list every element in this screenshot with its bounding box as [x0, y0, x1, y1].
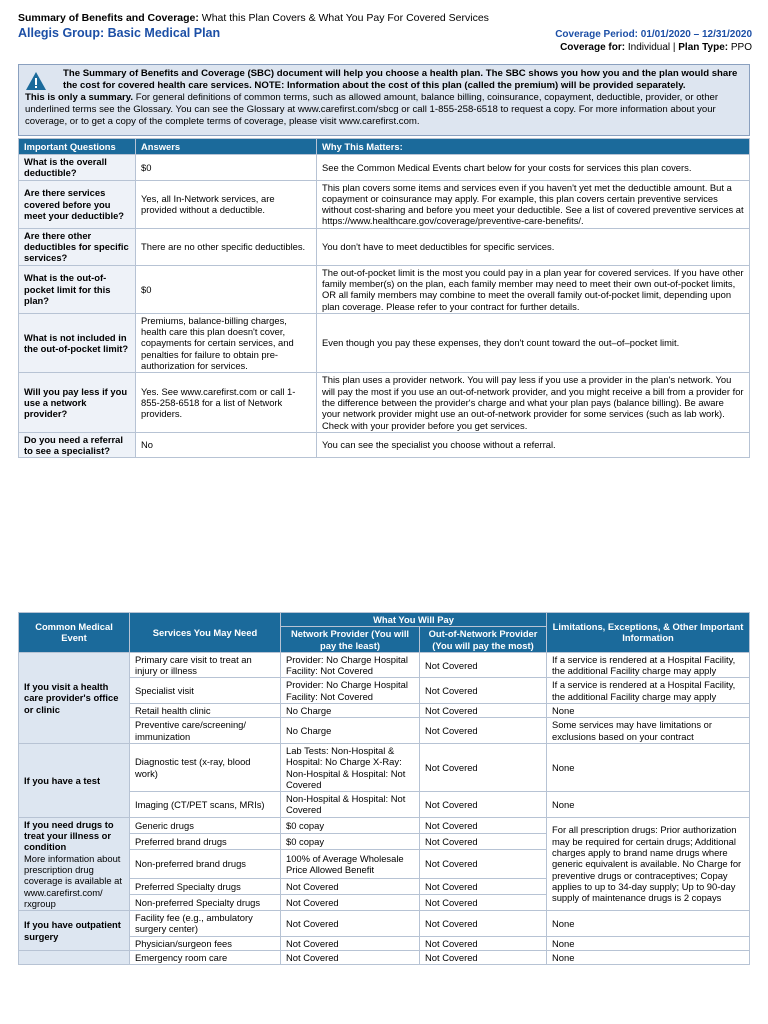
question-row [19, 180, 750, 228]
outnetwork-cost-cell: Not Covered [420, 743, 547, 791]
answer-cell: $0 [136, 265, 317, 313]
service-cell: Imaging (CT/PET scans, MRIs) [130, 792, 281, 818]
medical-event-cell [19, 652, 130, 743]
why-cell: This plan covers some items and services even if you haven't yet met the deductible amount. But a copayment or coinsurance may apply. For example, this plan covers certain preventive services without cost-sharing and before you meet your deductible. See a list of covered preventive services at https://www.healthcare.gov/coverage/preventive-care-benefits/. [317, 180, 750, 228]
important-questions-table [18, 138, 750, 458]
outnetwork-cost-cell: Not Covered [420, 792, 547, 818]
medical-event-label: If you need drugs to treat your illness or condition [24, 818, 114, 853]
question-row [19, 313, 750, 372]
question-cell: Are there other deductibles for specific services? [19, 228, 136, 265]
outnetwork-cost-cell: Not Covered [420, 878, 547, 894]
network-cost-cell: Not Covered [281, 878, 420, 894]
col-header-event: Common Medical Event [19, 613, 130, 653]
plan-type-label: Plan Type: [678, 42, 729, 53]
col-header-why: Why This Matters: [317, 139, 750, 155]
service-cell: Emergency room care [130, 951, 281, 965]
network-cost-cell: Provider: No Charge Hospital Facility: Not Covered [281, 652, 420, 678]
plan-type-value: PPO [728, 42, 752, 53]
medical-event-cell [19, 743, 130, 817]
limitations-cell: If a service is rendered at a Hospital Facility, the additional Facility charge may apply [547, 678, 750, 704]
outnetwork-cost-cell: Not Covered [420, 718, 547, 744]
intro-summary-bold: This is only a summary. [25, 92, 134, 103]
service-cell: Non-preferred Specialty drugs [130, 894, 281, 910]
intro-summary-text: For general definitions of common terms, such as allowed amount, balance billing, coinsurance, copayment, deductible, provider, or other underlined terms see the Glossary. You can see the Glossary at www.carefirst.com/sbcg or call 1-855-258-6518 to request a copy. For more information about your coverage, or to get a copy of the complete terms of coverage, please visit www.carefirst.com. [25, 92, 719, 127]
limitations-cell: None [547, 792, 750, 818]
col-header-outnetwork: Out-of-Network Provider (You will pay the most) [420, 627, 547, 653]
limitations-cell: None [547, 936, 750, 950]
question-row [19, 373, 750, 432]
network-cost-cell: No Charge [281, 718, 420, 744]
coverage-for-label: Coverage for: [560, 42, 626, 53]
service-cell: Physician/surgeon fees [130, 936, 281, 950]
service-cell: Diagnostic test (x-ray, blood work) [130, 743, 281, 791]
coverage-for-value: Individual | [625, 42, 679, 53]
network-cost-cell: Not Covered [281, 951, 420, 965]
col-header-answers: Answers [136, 139, 317, 155]
service-cell: Primary care visit to treat an injury or illness [130, 652, 281, 678]
coverage-for [555, 41, 752, 54]
limitations-cell: None [547, 951, 750, 965]
why-cell: The out-of-pocket limit is the most you could pay in a plan year for covered services. If you have other family member(s) on the plan, each family member may need to meet their own out-of-pocket limits, OR all family members may combine to meet the overall family out-of-pocket limit, depending upon plan coverage. Please refer to your contract for further details. [317, 265, 750, 313]
why-cell: Even though you pay these expenses, they don't count toward the out–of–pocket limit. [317, 313, 750, 372]
sbc-intro-box [18, 64, 750, 136]
why-cell: You don't have to meet deductibles for specific services. [317, 228, 750, 265]
network-cost-cell: $0 copay [281, 817, 420, 833]
answer-cell: Premiums, balance-billing charges, health care this plan doesn't cover, copayments for certain services, and penalties for failure to obtain pre-authorization for services. [136, 313, 317, 372]
question-row [19, 432, 750, 458]
service-cell: Retail health clinic [130, 704, 281, 718]
col-header-services: Services You May Need [130, 613, 281, 653]
answer-cell: No [136, 432, 317, 458]
limitations-cell: None [547, 911, 750, 937]
medical-event-cell [19, 951, 130, 965]
answer-cell: Yes. See www.carefirst.com or call 1-855-258-6518 for a list of Network providers. [136, 373, 317, 432]
answer-cell: $0 [136, 155, 317, 181]
outnetwork-cost-cell: Not Covered [420, 678, 547, 704]
coverage-info [555, 28, 752, 54]
service-cell: Preventive care/screening/ immunization [130, 718, 281, 744]
warning-icon [25, 71, 47, 91]
service-cell: Preferred brand drugs [130, 833, 281, 849]
limitations-cell: Some services may have limitations or exclusions based on your contract [547, 718, 750, 744]
why-cell: See the Common Medical Events chart below for your costs for services this plan covers. [317, 155, 750, 181]
network-cost-cell: Not Covered [281, 894, 420, 910]
question-cell: Are there services covered before you meet your deductible? [19, 180, 136, 228]
network-cost-cell: Non-Hospital & Hospital: Not Covered [281, 792, 420, 818]
question-cell: What is not included in the out-of-pocket limit? [19, 313, 136, 372]
service-row [19, 652, 750, 678]
network-cost-cell: $0 copay [281, 833, 420, 849]
outnetwork-cost-cell: Not Covered [420, 704, 547, 718]
medical-event-note: More information about prescription drug coverage is available at www.carefirst.com/ rxgroup [24, 852, 122, 909]
service-row [19, 911, 750, 937]
why-cell: This plan uses a provider network. You will pay less if you use a provider in the plan's network. You will pay the most if you use an out-of-network provider, and you might receive a bill from a provider for the difference between the provider's charge and what your plan pays (balance billing). Be aware your network provider might use an out-of-network provider for some services (such as lab work). Check with your provider before you get services. [317, 373, 750, 432]
outnetwork-cost-cell: Not Covered [420, 951, 547, 965]
network-cost-cell: Provider: No Charge Hospital Facility: Not Covered [281, 678, 420, 704]
medical-event-cell [19, 911, 130, 951]
col-header-questions: Important Questions [19, 139, 136, 155]
document-title-bold: Summary of Benefits and Coverage: [18, 12, 199, 24]
medical-event-label: If you have outpatient surgery [24, 919, 121, 942]
important-questions-body [19, 155, 750, 458]
intro-line-1: The Summary of Benefits and Coverage (SBC) document will help you choose a health plan. The SBC shows you how you and the plan would share the cost for covered health care services. NOTE: Information about the cost of this plan (called the premium) will be provided separately. [63, 68, 738, 91]
question-row [19, 155, 750, 181]
col-header-pay: What You Will Pay [281, 613, 547, 627]
service-cell: Non-preferred brand drugs [130, 850, 281, 879]
medical-event-label: If you have a test [24, 774, 101, 786]
common-medical-events-table [18, 612, 750, 965]
network-cost-cell: Lab Tests: Non-Hospital & Hospital: No Charge X-Ray: Non-Hospital & Hospital: Not Covered [281, 743, 420, 791]
document-title-rest: What this Plan Covers & What You Pay For Covered Services [198, 12, 489, 24]
service-row [19, 743, 750, 791]
document-header [18, 12, 752, 58]
service-cell: Specialist visit [130, 678, 281, 704]
common-medical-events-body [19, 652, 750, 964]
medical-event-label: If you visit a health care provider's office or clinic [24, 680, 119, 715]
question-cell: Do you need a referral to see a specialist? [19, 432, 136, 458]
outnetwork-cost-cell: Not Covered [420, 833, 547, 849]
col-header-network: Network Provider (You will pay the least) [281, 627, 420, 653]
medical-event-cell [19, 817, 130, 910]
question-cell: What is the out-of-pocket limit for this plan? [19, 265, 136, 313]
answer-cell: There are no other specific deductibles. [136, 228, 317, 265]
why-cell: You can see the specialist you choose without a referral. [317, 432, 750, 458]
service-cell: Preferred Specialty drugs [130, 878, 281, 894]
network-cost-cell: 100% of Average Wholesale Price Allowed Benefit [281, 850, 420, 879]
limitations-cell: None [547, 743, 750, 791]
outnetwork-cost-cell: Not Covered [420, 817, 547, 833]
outnetwork-cost-cell: Not Covered [420, 936, 547, 950]
network-cost-cell: Not Covered [281, 911, 420, 937]
intro-line-2 [25, 92, 743, 128]
col-header-limits: Limitations, Exceptions, & Other Important Information [547, 613, 750, 653]
question-cell: What is the overall deductible? [19, 155, 136, 181]
outnetwork-cost-cell: Not Covered [420, 652, 547, 678]
limitations-cell: For all prescription drugs: Prior authorization may be required for certain drugs; Additional charges apply to brand name drugs where generic equivalent is available. No Charge for preventive drugs or contraceptives; Copay applies to up to 34-day supply; Up to 90-day supply of maintenance drugs is 2 copays [547, 817, 750, 910]
outnetwork-cost-cell: Not Covered [420, 850, 547, 879]
network-cost-cell: Not Covered [281, 936, 420, 950]
question-row [19, 228, 750, 265]
question-cell: Will you pay less if you use a network provider? [19, 373, 136, 432]
service-row [19, 817, 750, 833]
service-row [19, 951, 750, 965]
plan-name: Allegis Group: Basic Medical Plan [18, 26, 221, 40]
answer-cell: Yes, all In-Network services, are provided without a deductible. [136, 180, 317, 228]
outnetwork-cost-cell: Not Covered [420, 894, 547, 910]
network-cost-cell: No Charge [281, 704, 420, 718]
outnetwork-cost-cell: Not Covered [420, 911, 547, 937]
service-cell: Facility fee (e.g., ambulatory surgery center) [130, 911, 281, 937]
limitations-cell: If a service is rendered at a Hospital Facility, the additional Facility charge may apply [547, 652, 750, 678]
coverage-period: Coverage Period: 01/01/2020 – 12/31/2020 [555, 29, 752, 40]
limitations-cell: None [547, 704, 750, 718]
document-title [18, 12, 752, 24]
service-cell: Generic drugs [130, 817, 281, 833]
question-row [19, 265, 750, 313]
